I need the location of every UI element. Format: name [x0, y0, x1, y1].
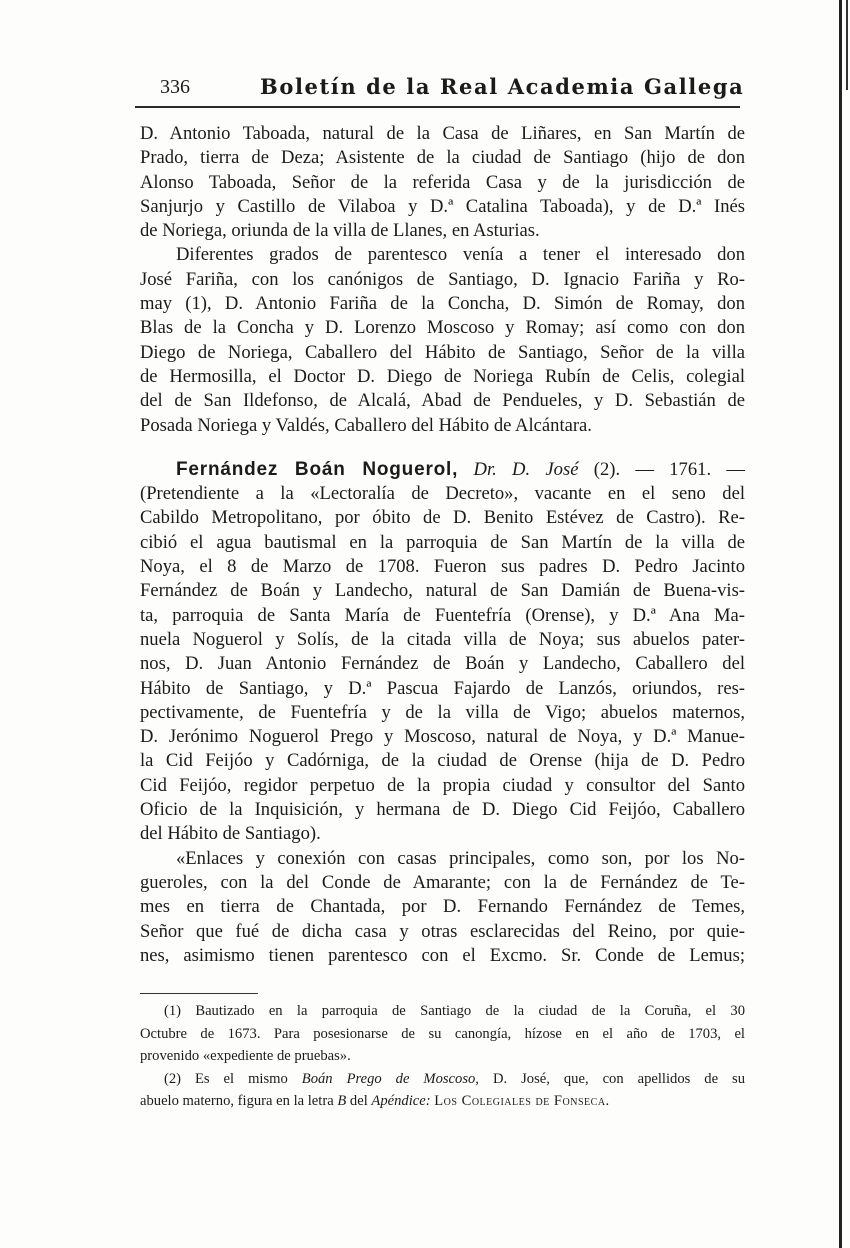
text-line: «Enlaces y conexión con casas principales, como son, por los No- [176, 847, 745, 869]
text-line: Fernández de Boán y Landecho, natural de San Damián de Buena-vis- [140, 580, 745, 602]
text-line: de Noriega, oriunda de la villa de Llanes, en Asturias. [140, 220, 540, 242]
page-header [135, 76, 745, 104]
text-line: Cabildo Metropolitano, por óbito de D. Benito Estévez de Castro). Re- [140, 507, 745, 529]
footnote-2-line2-a: abuelo materno, figura en la letra [140, 1093, 334, 1109]
footnotes [140, 1000, 745, 1113]
entry-spacer [140, 438, 745, 458]
text-line: Alonso Taboada, Señor de la referida Casa y de la jurisdicción de [140, 171, 745, 193]
footnote-2-lead: (2) Es el mismo [164, 1070, 288, 1087]
footnote-line: Octubre de 1673. Para posesionarse de su canongía, hízose en el año de 1703, el [140, 1025, 745, 1042]
footnote-line: (1) Bautizado en la parroquia de Santiago de la ciudad de la Coruña, el 30 [164, 1003, 745, 1019]
header-rule [135, 106, 740, 108]
text-line: nes, asimismo tienen parentesco con el Excmo. Sr. Conde de Lemus; [140, 944, 745, 966]
text-line: pectivamente, de Fuentefría y de la villa de Vigo; abuelos maternos, [140, 701, 745, 723]
text-line: la Cid Feijóo y Cadórniga, de la ciudad de Orense (hija de D. Pedro [140, 750, 745, 772]
text-line: gueroles, con la del Conde de Amarante; con la de Fernández de Te- [140, 871, 745, 893]
footnote-2-collection: Los Colegiales de Fonseca. [434, 1093, 610, 1109]
entry-title: Dr. D. José [473, 458, 579, 480]
text-line: nos, D. Juan Antonio Fernández de Boán y Landecho, Caballero del [140, 653, 745, 675]
text-line: Posada Noriega y Valdés, Caballero del Hábito de Alcántara. [140, 414, 592, 436]
footnote-line [140, 1068, 745, 1091]
text-line: Diferentes grados de parentesco venía a tener el interesado don [176, 244, 745, 266]
text-line: Oficio de la Inquisición, y hermana de D. Diego Cid Feijóo, Caballero [140, 799, 745, 821]
scan-edge-line [839, 0, 842, 1248]
text-line: cibió el agua bautismal en la parroquia de San Martín de la villa de [140, 531, 745, 553]
entry-name: Fernández Boán Noguerol, [176, 458, 459, 480]
text-line: Señor que fué de dicha casa y otras esclarecidas del Reino, por quie- [140, 920, 745, 942]
text-line: Diego de Noriega, Caballero del Hábito de Santiago, Señor de la villa [140, 341, 745, 363]
text-line: Prado, tierra de Deza; Asistente de la ciudad de Santiago (hijo de don [140, 147, 745, 169]
text-line: ta, parroquia de Santa María de Fuentefría (Orense), y D.ª Ana Ma- [140, 604, 745, 626]
text-line: de Hermosilla, el Doctor D. Diego de Noriega Rubín de Celis, colegial [140, 365, 745, 387]
footnote-rule [140, 993, 258, 994]
footnote-2-appendix: Apéndice: [371, 1093, 431, 1109]
text-line: del Hábito de Santiago). [140, 823, 321, 845]
text-line: (Pretendiente a la «Lectoralía de Decreto», vacante en el seno del [140, 483, 745, 505]
text-line: Noya, el 8 de Marzo de 1708. Fueron sus padres D. Pedro Jacinto [140, 556, 745, 578]
footnote-2-italic: Boán Prego de Moscoso, [301, 1070, 479, 1087]
footnote-line [140, 1090, 745, 1113]
text-line: José Fariña, con los canónigos de Santiago, D. Ignacio Fariña y Ro- [140, 268, 745, 290]
footnote-line: provenido «expediente de pruebas». [140, 1048, 351, 1064]
footnote-2-line2-b: del [349, 1093, 368, 1109]
page-number: 336 [160, 76, 190, 98]
footnote-2-rest: D. José, que, con apellidos de su [492, 1070, 746, 1087]
main-text [140, 122, 745, 968]
text-line: D. Antonio Taboada, natural de la Casa de Liñares, en San Martín de [140, 123, 745, 144]
entry-heading [140, 458, 745, 482]
text-line: nuela Noguerol y Solís, de la citada villa de Noya; sus abuelos pater- [140, 628, 745, 650]
entry-reference: (2). — 1761. — [593, 458, 745, 480]
scan-edge-line-secondary [846, 0, 848, 90]
text-line: mes en tierra de Chantada, por D. Fernando Fernández de Temes, [140, 896, 745, 918]
text-line: Hábito de Santiago, y D.ª Pascua Fajardo de Lanzós, oriundos, res- [140, 677, 745, 699]
text-line: D. Jerónimo Noguerol Prego y Moscoso, natural de Noya, y D.ª Manue- [140, 726, 745, 748]
text-line: del de San Ildefonso, de Alcalá, Abad de Pendueles, y D. Sebastián de [140, 390, 745, 412]
text-line: Sanjurjo y Castillo de Vilaboa y D.ª Catalina Taboada), y de D.ª Inés [140, 195, 745, 217]
text-line: may (1), D. Antonio Fariña de la Concha, D. Simón de Romay, don [140, 293, 745, 315]
text-line: Blas de la Concha y D. Lorenzo Moscoso y Romay; así como con don [140, 317, 745, 339]
footnote-2-letter: B [337, 1093, 347, 1109]
running-title: Boletín de la Real Academia Gallega [260, 74, 745, 99]
text-line: Cid Feijóo, regidor perpetuo de la propia ciudad y consultor del Santo [140, 774, 745, 796]
